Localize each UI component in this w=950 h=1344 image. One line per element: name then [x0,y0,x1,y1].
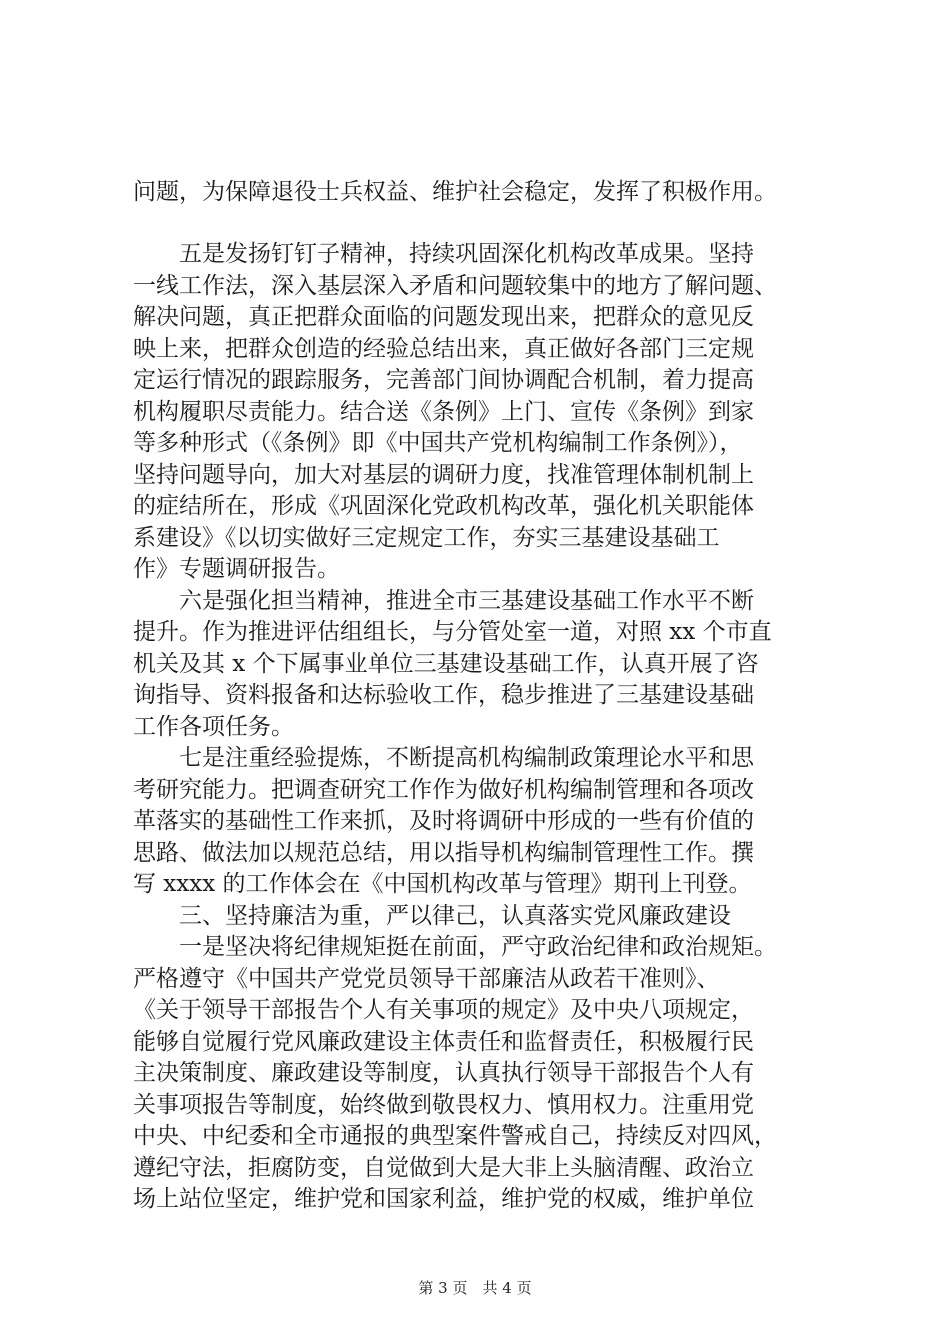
text-line: 一是坚决将纪律规矩挺在前面，严守政治纪律和政治规矩。 [133,934,777,960]
text-line: 问题，为保障退役士兵权益、维护社会稳定，发挥了积极作用。 [133,179,777,205]
text-line: 场上站位坚定，维护党和国家利益，维护党的权威，维护单位 [133,1186,754,1212]
text-line: 映上来，把群众创造的经验总结出来，真正做好各部门三定规 [133,336,754,362]
text-line: 三、坚持廉洁为重，严以律己，认真落实党风廉政建设 [133,903,731,929]
text-line: 系建设》《以切实做好三定规定工作，夯实三基建设基础工 [133,525,720,551]
text-line: 解决问题，真正把群众面临的问题发现出来，把群众的意见反 [133,304,754,330]
text-line: 一线工作法，深入基层深入矛盾和问题较集中的地方了解问题、 [133,273,777,299]
text-line: 主决策制度、廉政建设等制度，认真执行领导干部报告个人有 [133,1060,754,1086]
text-line: 询指导、资料报备和达标验收工作，稳步推进了三基建设基础 [133,682,754,708]
text-line: 定运行情况的跟踪服务，完善部门间协调配合机制，着力提高 [133,367,754,393]
text-line: 革落实的基础性工作来抓，及时将调研中形成的一些有价值的 [133,808,754,834]
text-line: 作》专题调研报告。 [133,556,340,582]
text-line: 遵纪守法，拒腐防变，自觉做到大是大非上头脑清醒、政治立 [133,1155,754,1181]
text-line: 等多种形式（《条例》即《中国共产党机构编制工作条例》）， [133,430,743,456]
text-line: 的症结所在，形成《巩固深化党政机构改革，强化机关职能体 [133,493,754,519]
text-line: 机构履职尽责能力。结合送《条例》上门、宣传《条例》到家 [133,399,754,425]
text-line: 考研究能力。把调查研究工作作为做好机构编制管理和各项改 [133,777,754,803]
text-line: 六是强化担当精神，推进全市三基建设基础工作水平不断 [133,588,754,614]
text-line: 机关及其 x 个下属事业单位三基建设基础工作，认真开展了咨 [133,651,759,677]
page-number-footer: 第 3 页 共 4 页 [418,1279,532,1297]
text-line: 写 xxxx 的工作体会在《中国机构改革与管理》期刊上刊登。 [133,871,752,897]
text-line: 《关于领导干部报告个人有关事项的规定》及中央八项规定， [133,997,754,1023]
text-line: 工作各项任务。 [133,714,294,740]
text-line: 五是发扬钉钉子精神，持续巩固深化机构改革成果。坚持 [133,241,754,267]
text-line: 提升。作为推进评估组组长，与分管处室一道，对照 xx 个市直 [133,619,772,645]
text-line: 能够自觉履行党风廉政建设主体责任和监督责任，积极履行民 [133,1029,754,1055]
text-line: 严格遵守《中国共产党党员领导干部廉洁从政若干准则》、 [133,966,720,992]
text-line: 关事项报告等制度，始终做到敬畏权力、慎用权力。注重用党 [133,1092,754,1118]
text-line: 坚持问题导向，加大对基层的调研力度，找准管理体制机制上 [133,462,754,488]
text-line: 思路、做法加以规范总结，用以指导机构编制管理性工作。撰 [133,840,754,866]
text-line: 七是注重经验提炼，不断提高机构编制政策理论水平和思 [133,745,754,771]
text-line: 中央、中纪委和全市通报的典型案件警戒自己，持续反对四风， [133,1123,777,1149]
